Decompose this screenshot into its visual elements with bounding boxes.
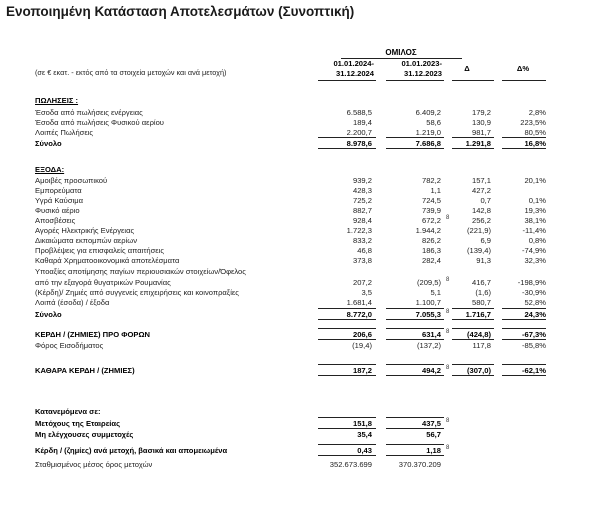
value-delta-pct: -85,8% <box>521 341 546 350</box>
value-delta-pct: 80,5% <box>524 128 546 137</box>
value-delta: 179,2 <box>471 108 491 117</box>
value-2024: 46,8 <box>357 246 372 255</box>
column-header-delta-pct: Δ% <box>516 64 530 73</box>
row-label: Έσοδα από πωλήσεις ενέργειας <box>35 108 143 117</box>
total-row <box>0 429 600 440</box>
page-title: Ενοποιημένη Κατάσταση Αποτελεσμάτων (Συνοπτική) <box>6 4 355 19</box>
column-header-delta: Δ <box>464 64 470 73</box>
table-rule <box>502 339 546 340</box>
table-rule <box>318 364 376 365</box>
value-delta-pct: -62,1% <box>521 366 546 375</box>
table-rule <box>386 428 444 429</box>
table-rule <box>452 319 494 320</box>
table-rule <box>452 308 494 309</box>
row-label: Σύνολο <box>35 139 62 148</box>
value-delta: 0,7 <box>480 196 491 205</box>
header-rule <box>386 80 444 81</box>
header-rule <box>318 80 376 81</box>
value-2023: 672,2 <box>421 216 441 225</box>
value-2023: 7.686,8 <box>415 139 441 148</box>
value-2023: 826,2 <box>421 236 441 245</box>
restatement-marker: 8 <box>446 309 450 315</box>
value-2024: (19,4) <box>352 341 372 350</box>
row-label: Προβλέψεις για επισφαλείς απαιτήσεις <box>35 246 165 255</box>
column-header-2024: 01.01.2024- 31.12.2024 <box>333 59 374 78</box>
value-2023: 370.370.209 <box>398 460 441 469</box>
table-rule <box>318 455 376 456</box>
value-delta-pct: 0,1% <box>528 196 546 205</box>
value-2024: 928,4 <box>352 216 372 225</box>
row-label: ΠΩΛΗΣΕΙΣ : <box>35 96 79 105</box>
value-delta-pct: 38,1% <box>524 216 546 225</box>
table-rule <box>318 428 376 429</box>
table-rule <box>502 148 546 149</box>
row-label: Σταθμισμένος μέσος όρος μετοχών <box>35 460 153 469</box>
header-rule <box>452 80 494 81</box>
value-2023: 5,1 <box>430 288 441 297</box>
value-2024: 352.673.699 <box>329 460 372 469</box>
value-delta: (139,4) <box>466 246 491 255</box>
table-rule <box>318 148 376 149</box>
value-2024: 373,8 <box>352 256 372 265</box>
table-rule <box>502 364 546 365</box>
row-label: Φυσικό αέριο <box>35 206 80 215</box>
value-2024: 206,6 <box>352 330 372 339</box>
value-2023: 739,9 <box>421 206 441 215</box>
row-label: Καθαρά Χρηματοοικονομικά αποτελέσματα <box>35 256 180 265</box>
value-2023: 782,2 <box>421 176 441 185</box>
value-2023: 7.055,3 <box>415 310 441 319</box>
value-2024: 35,4 <box>357 430 372 439</box>
restatement-marker: 8 <box>446 445 450 451</box>
value-delta: 580,7 <box>471 298 491 307</box>
value-delta: 427,2 <box>471 186 491 195</box>
value-delta: 416,7 <box>471 278 491 287</box>
section-heading <box>0 164 600 175</box>
value-delta-pct: -74,9% <box>521 246 546 255</box>
value-2023: 186,3 <box>421 246 441 255</box>
value-delta: 1.716,7 <box>465 310 491 319</box>
value-2024: 833,2 <box>352 236 372 245</box>
value-delta-pct: 0,8% <box>528 236 546 245</box>
table-rule <box>318 417 376 418</box>
value-2024: 189,4 <box>352 118 372 127</box>
table-rule <box>318 308 376 309</box>
restatement-marker: 8 <box>446 329 450 335</box>
value-2023: 1,1 <box>430 186 441 195</box>
row-label: Κατανεμόμενα σε: <box>35 407 101 416</box>
row-label: Εμπορεύματα <box>35 186 82 195</box>
table-rule <box>452 148 494 149</box>
table-rule <box>386 148 444 149</box>
table-row <box>0 459 600 470</box>
value-delta: 1.291,8 <box>465 139 491 148</box>
row-label: από την εξαγορά θυγατρικών Ρουμανίας <box>35 278 171 287</box>
value-2023: 631,4 <box>421 330 441 339</box>
table-rule <box>386 308 444 309</box>
value-2024: 0,43 <box>357 446 372 455</box>
value-delta-pct: 24,3% <box>524 310 546 319</box>
value-2023: 494,2 <box>421 366 441 375</box>
row-label: Μετόχους της Εταιρείας <box>35 419 121 428</box>
table-rule <box>318 375 376 376</box>
table-rule <box>386 319 444 320</box>
table-rule <box>502 319 546 320</box>
row-label: ΚΑΘΑΡΑ ΚΕΡΔΗ / (ΖΗΜΙΕΣ) <box>35 366 135 375</box>
value-2024: 939,2 <box>352 176 372 185</box>
value-2023: 56,7 <box>426 430 441 439</box>
table-rule <box>386 455 444 456</box>
table-row <box>0 255 600 266</box>
value-2024: 428,3 <box>352 186 372 195</box>
table-rule <box>452 339 494 340</box>
table-rule <box>502 137 546 138</box>
value-delta-pct: 2,8% <box>528 108 546 117</box>
row-label: (Κέρδη)/ Ζημιές από συγγενείς επιχειρήσεις και κοινοπραξίες <box>35 288 239 297</box>
row-label: Έσοδα από πωλήσεις Φυσικού αερίου <box>35 118 164 127</box>
restatement-marker: 8 <box>446 418 450 424</box>
units-note: (σε € εκατ. - εκτός από τα στοιχεία μετοχών και ανά μετοχή) <box>35 68 227 77</box>
value-delta: 91,3 <box>476 256 491 265</box>
section-heading <box>0 95 600 106</box>
row-label: Φόρος Εισοδήματος <box>35 341 104 350</box>
value-delta: 130,9 <box>471 118 491 127</box>
value-delta: (424,8) <box>466 330 491 339</box>
restatement-marker: 8 <box>446 365 450 371</box>
table-rule <box>386 339 444 340</box>
restatement-marker: 8 <box>446 277 450 283</box>
table-rule <box>452 137 494 138</box>
table-rule <box>386 328 444 329</box>
total-row <box>0 406 600 417</box>
value-delta: 981,7 <box>471 128 491 137</box>
table-rule <box>318 339 376 340</box>
value-2024: 2.200,7 <box>346 128 372 137</box>
table-rule <box>452 364 494 365</box>
value-2023: 282,4 <box>421 256 441 265</box>
value-2024: 3,5 <box>361 288 372 297</box>
row-label: ΚΕΡΔΗ / (ΖΗΜΙΕΣ) ΠΡΟ ΦΟΡΩΝ <box>35 330 151 339</box>
value-delta-pct: -67,3% <box>521 330 546 339</box>
value-delta-pct: 19,3% <box>524 206 546 215</box>
restatement-marker: 8 <box>446 215 450 221</box>
table-rule <box>386 364 444 365</box>
value-2023: 6.409,2 <box>415 108 441 117</box>
group-header: ΟΜΙΛΟΣ <box>385 48 417 57</box>
table-row <box>0 266 600 277</box>
value-delta: (307,0) <box>466 366 491 375</box>
value-delta: 256,2 <box>471 216 491 225</box>
table-rule <box>386 375 444 376</box>
table-rule <box>502 308 546 309</box>
row-label: Λοιπά (έσοδα) / έξοδα <box>35 298 110 307</box>
table-rule <box>502 375 546 376</box>
table-rule <box>318 328 376 329</box>
value-delta-pct: -30,9% <box>521 288 546 297</box>
row-label: Αποσβέσεις <box>35 216 76 225</box>
table-rule <box>318 319 376 320</box>
value-2023: 1.944,2 <box>415 226 441 235</box>
value-2024: 6.588,5 <box>346 108 372 117</box>
value-delta: 6,9 <box>480 236 491 245</box>
value-delta-pct: 20,1% <box>524 176 546 185</box>
value-2024: 1.681,4 <box>346 298 372 307</box>
value-2024: 725,2 <box>352 196 372 205</box>
value-2023: 1.100,7 <box>415 298 441 307</box>
row-label: Υγρά Καύσιμα <box>35 196 83 205</box>
value-2023: 437,5 <box>421 419 441 428</box>
total-row <box>0 445 600 456</box>
value-2023: 58,6 <box>426 118 441 127</box>
value-delta: (1,6) <box>475 288 491 297</box>
value-delta-pct: 52,8% <box>524 298 546 307</box>
row-label: Μη ελέγχουσες συμμετοχές <box>35 430 134 439</box>
value-2024: 882,7 <box>352 206 372 215</box>
row-label: Υποαξίες αποτίμησης παγίων περιουσιακών στοιχείων/Όφελος <box>35 267 246 276</box>
header-rule <box>502 80 546 81</box>
table-row <box>0 340 600 351</box>
column-header-2023: 01.01.2023- 31.12.2023 <box>401 59 442 78</box>
value-2023: 1.219,0 <box>415 128 441 137</box>
row-label: Αγορές Ηλεκτρικής Ενέργειας <box>35 226 135 235</box>
row-label: Σύνολο <box>35 310 62 319</box>
table-rule <box>502 328 546 329</box>
value-delta-pct: 32,3% <box>524 256 546 265</box>
value-2023: (137,2) <box>416 341 441 350</box>
value-2024: 151,8 <box>352 419 372 428</box>
value-2023: 724,5 <box>421 196 441 205</box>
value-delta: (221,9) <box>466 226 491 235</box>
table-rule <box>386 444 444 445</box>
table-rule <box>386 417 444 418</box>
row-label: ΕΞΟΔΑ: <box>35 165 65 174</box>
table-row <box>0 297 600 308</box>
row-label: Λοιπές Πωλήσεις <box>35 128 94 137</box>
value-delta-pct: -198,9% <box>517 278 546 287</box>
table-rule <box>452 375 494 376</box>
value-delta-pct: 16,8% <box>524 139 546 148</box>
value-2024: 187,2 <box>352 366 372 375</box>
value-2023: (209,5) <box>416 278 441 287</box>
value-delta-pct: -11,4% <box>522 226 546 235</box>
row-label: Αμοιβές προσωπικού <box>35 176 108 185</box>
value-2024: 1.722,3 <box>346 226 372 235</box>
row-label: Δικαιώματα εκπομπών αερίων <box>35 236 138 245</box>
table-rule <box>318 137 376 138</box>
value-delta-pct: 223,5% <box>520 118 546 127</box>
total-row <box>0 418 600 429</box>
value-2024: 8.978,6 <box>346 139 372 148</box>
table-rule <box>452 328 494 329</box>
row-label: Κέρδη / (ζημίες) ανά μετοχή, βασικά και απομειωμένα <box>35 446 228 455</box>
table-rule <box>318 444 376 445</box>
value-delta: 117,8 <box>472 341 491 350</box>
value-2024: 207,2 <box>352 278 372 287</box>
value-delta: 157,1 <box>471 176 491 185</box>
table-rule <box>386 137 444 138</box>
value-2023: 1,18 <box>426 446 441 455</box>
value-2024: 8.772,0 <box>346 310 372 319</box>
value-delta: 142,8 <box>471 206 491 215</box>
